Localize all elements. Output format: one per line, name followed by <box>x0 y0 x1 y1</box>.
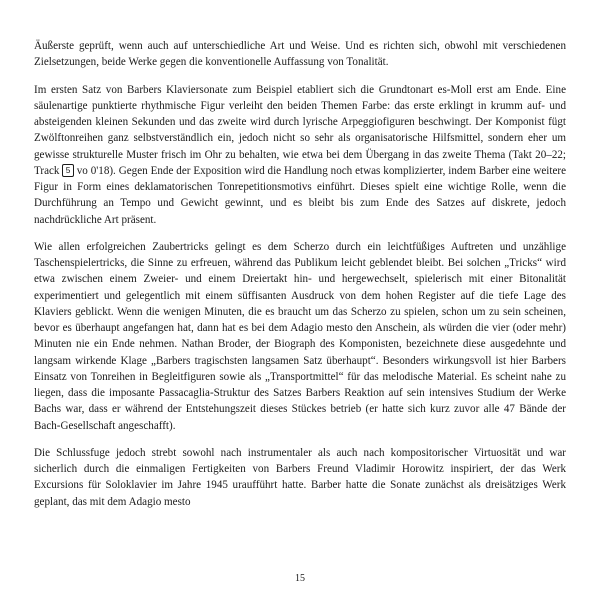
track-number-box: 5 <box>62 164 73 178</box>
page-body <box>34 38 566 510</box>
paragraph-1: Äußerste geprüft, wenn auch auf unterschiedliche Art und Weise. Und es richten sich, obwohl mit verschiedenen Zielsetzungen, beide Werke gegen die konventionelle Auffassung von Tonalität. <box>34 40 566 69</box>
paragraph-4: Die Schlussfuge jedoch strebt sowohl nach instrumentaler als auch nach kompositorischer Virtuosität und war sicherlich durch die einmaligen Fertigkeiten von Barbers Freund Vladimir Horowitz inspiriert, der das Werk Excursions für Soloklavier im Jahre 1945 uraufführt hatte. Barber hatte die Sonate zunächst als dreisätziges Werk geplant, das mit dem Adagio mesto <box>34 446 566 508</box>
paragraph-2-text-after-track: vo 0'18). Gegen Ende der Exposition wird die Handlung noch etwas komplizierter, indem Barber eine weitere Figur in Form eines deklamatorischen Tonrepetitionsmotivs einführt. Dieses spielt eine wichtige Rolle, wenn die Durchführung an Tempo und Gewicht gewinnt, und es bleibt bis zum Ende des Satzes auf diskrete, jedoch nachdrückliche Art präsent. <box>34 164 566 226</box>
paragraph-2-text-before-track: Im ersten Satz von Barbers Klaviersonate zum Beispiel etabliert sich die Grundtonart es-Moll erst am Ende. Eine säulenartige punktierte rhythmische Figur verleiht den beiden Themen Farbe: das erste erklingt in krumm auf- und absteigenden kleinen Sekunden und das zweite wird durch lyrische Arpeggiofiguren beschwingt. Der Komponist fügt Zwölftonreihen ganz selbstverständlich ein, jedoch nicht so sehr als organisatorische Hilfsmittel, sondern eher um gewisse strukturelle Muster frisch im Ohr zu behalten, wie etwa bei dem Übergang in das zweite Thema (Takt 20–22; Track <box>34 83 566 177</box>
page-number: 15 <box>295 573 305 584</box>
paragraph-3: Wie allen erfolgreichen Zaubertricks gelingt es dem Scherzo durch ein leichtfüßiges Auftreten und unzählige Taschenspielertricks, die Sinne zu erfreuen, während das Publikum leicht geblendet bleibt. Bei solchen „Tricks“ wird etwa zwischen einem Zweier- und einem Dreiertakt hin- und hergewechselt, spielerisch mit einer Bitonalität experimentiert und gelegentlich mit einem süffisanten Ausdruck von dem hohen Register auf die tiefe Lage des Klaviers geblickt. Wenn die wenigen Minuten, die es braucht um das Scherzo zu spielen, schon um zu sein scheinen, bevor es überhaupt angefangen hat, dann hat es bei dem Adagio mesto den Anschein, als würden die vier (oder mehr) Minuten nie ein Ende nehmen. Nathan Broder, der Biograph des Komponisten, bezeichnete diese ausgedehnte und langsam wirkende Klage „Barbers tragischsten langsamen Satz überhaupt“. Besonders wirkungsvoll ist hier Barbers Einsatz von Tonreihen in Begleitfiguren sowie als „Transportmittel“ für das melodische Material. Es scheint nahe zu liegen, dass die imposante Passacaglia-Struktur des Satzes Barbers Reaktion auf sein intensives Studium der Werke Bachs war, dass er während der Entstehungszeit dieses Stückes betrieb (er hatte sich kurz zuvor alle 47 Bände der Bach-Gesellschaft angeschafft). <box>34 240 566 432</box>
paragraph-2 <box>34 82 566 228</box>
